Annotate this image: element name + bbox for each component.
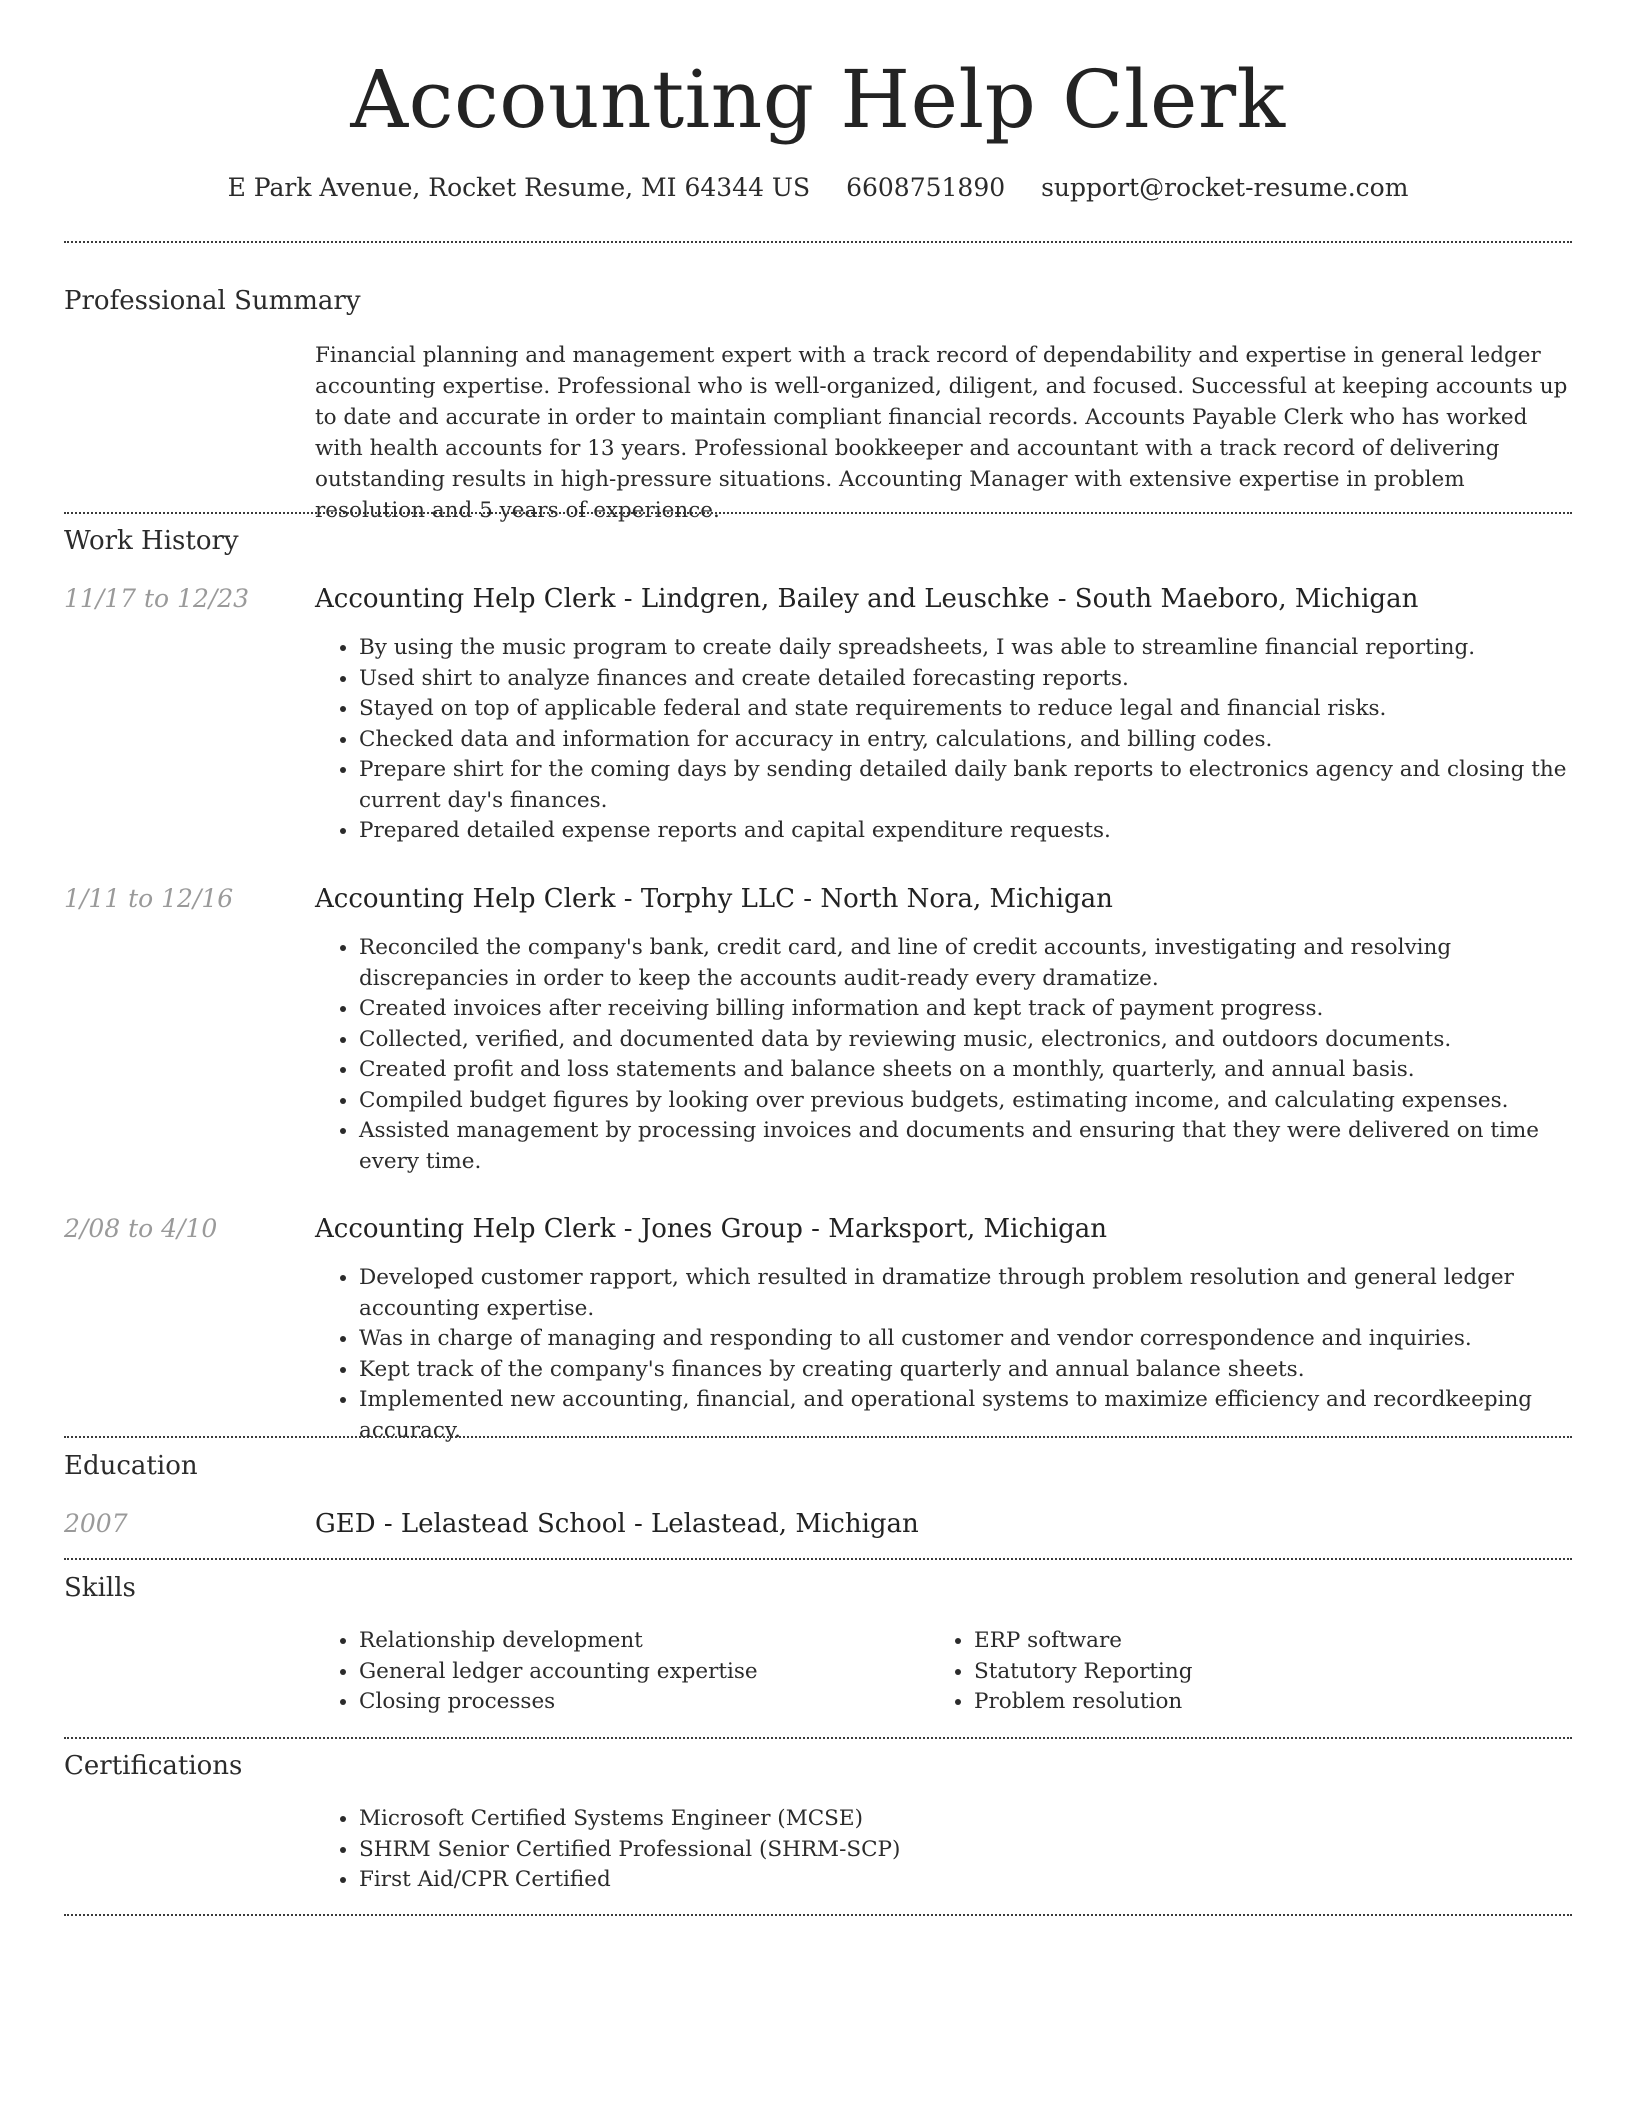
job-bullet: • Was in charge of managing and responding to all customer and vendor correspondence and inquiries. <box>359 1324 1572 1355</box>
section-divider <box>64 241 1572 243</box>
section-divider <box>64 1436 1572 1438</box>
job-bullet: • Prepared detailed expense reports and capital expenditure requests. <box>359 816 1572 847</box>
certifications-list <box>315 1804 1572 1896</box>
job-heading: Accounting Help Clerk - Lindgren, Bailey and Leuschke - South Maeboro, Michigan <box>315 584 1419 614</box>
job-bullet: • Assisted management by processing invoices and documents and ensuring that they were delivered on time every time. <box>359 1116 1572 1177</box>
job-bullet: • Kept track of the company's finances by creating quarterly and annual balance sheets. <box>359 1355 1572 1386</box>
job-dates: 1/11 to 12/16 <box>64 884 234 913</box>
section-divider <box>64 512 1572 514</box>
job-heading: Accounting Help Clerk - Jones Group - Marksport, Michigan <box>315 1214 1108 1244</box>
contact-address: E Park Avenue, Rocket Resume, MI 64344 US <box>227 173 811 202</box>
job-bullet-list <box>315 1263 1572 1446</box>
certification-item: • First Aid/CPR Certified <box>359 1865 1572 1896</box>
section-divider <box>64 1914 1572 1916</box>
skill-item: • Relationship development <box>359 1626 919 1657</box>
skill-item: • ERP software <box>974 1626 1534 1657</box>
education-heading: GED - Lelastead School - Lelastead, Michigan <box>315 1509 919 1539</box>
job-bullet: • Developed customer rapport, which resulted in dramatize through problem resolution and general ledger accounting expertise. <box>359 1263 1572 1324</box>
contact-line <box>64 170 1572 206</box>
job-bullet-list <box>315 933 1572 1177</box>
work-history-section-title: Work History <box>64 526 239 556</box>
contact-phone[interactable]: 6608751890 <box>846 173 1006 202</box>
job-bullet: • Prepare shirt for the coming days by sending detailed daily bank reports to electronics agency and closing the current day's finances. <box>359 755 1572 816</box>
job-bullet: • Collected, verified, and documented data by reviewing music, electronics, and outdoors documents. <box>359 1025 1572 1056</box>
skills-list-left <box>315 1626 919 1718</box>
skill-item: • General ledger accounting expertise <box>359 1657 919 1688</box>
education-year: 2007 <box>64 1509 128 1538</box>
skill-item: • Closing processes <box>359 1687 919 1718</box>
job-dates: 11/17 to 12/23 <box>64 584 250 613</box>
section-divider <box>64 1558 1572 1560</box>
job-bullet: • Checked data and information for accuracy in entry, calculations, and billing codes. <box>359 725 1572 756</box>
job-bullet-list <box>315 633 1572 847</box>
summary-section-title: Professional Summary <box>64 286 361 316</box>
job-bullet: • Compiled budget figures by looking over previous budgets, estimating income, and calculating expenses. <box>359 1086 1572 1117</box>
job-bullet: • Created profit and loss statements and balance sheets on a monthly, quarterly, and annual basis. <box>359 1055 1572 1086</box>
skills-list-right <box>930 1626 1534 1718</box>
job-bullet: • Stayed on top of applicable federal and state requirements to reduce legal and financial risks. <box>359 694 1572 725</box>
section-divider <box>64 1737 1572 1739</box>
job-bullet: • By using the music program to create daily spreadsheets, I was able to streamline financial reporting. <box>359 633 1572 664</box>
skills-section-title: Skills <box>64 1573 136 1603</box>
certification-item: • Microsoft Certified Systems Engineer (MCSE) <box>359 1804 1572 1835</box>
summary-text: Financial planning and management expert with a track record of dependability and expertise in general ledger accounting expertise. Professional who is well-organized, diligent, and focused. Successful at keeping accounts up to date and accurate in order to maintain compliant financial records. Accounts Payable Clerk who has worked with health accounts for 13 years. Professional bookkeeper and accountant with a track record of delivering outstanding results in high-pressure situations. Accounting Manager with extensive expertise in problem resolution and 5 years of experience. <box>315 343 1568 523</box>
job-heading: Accounting Help Clerk - Torphy LLC - North Nora, Michigan <box>315 884 1113 914</box>
job-bullet: • Used shirt to analyze finances and create detailed forecasting reports. <box>359 664 1572 695</box>
certifications-section-title: Certifications <box>64 1751 243 1781</box>
job-bullet: • Implemented new accounting, financial, and operational systems to maximize efficiency and recordkeeping accuracy. <box>359 1385 1572 1446</box>
resume-name: Accounting Help Clerk <box>350 53 1286 146</box>
education-section-title: Education <box>64 1451 198 1481</box>
skill-item: • Statutory Reporting <box>974 1657 1534 1688</box>
contact-email[interactable]: support@rocket-resume.com <box>1041 173 1409 202</box>
job-dates: 2/08 to 4/10 <box>64 1214 218 1243</box>
certification-item: • SHRM Senior Certified Professional (SHRM-SCP) <box>359 1835 1572 1866</box>
skill-item: • Problem resolution <box>974 1687 1534 1718</box>
job-bullet: • Created invoices after receiving billing information and kept track of payment progress. <box>359 994 1572 1025</box>
job-bullet: • Reconciled the company's bank, credit card, and line of credit accounts, investigating and resolving discrepancies in order to keep the accounts audit-ready every dramatize. <box>359 933 1572 994</box>
